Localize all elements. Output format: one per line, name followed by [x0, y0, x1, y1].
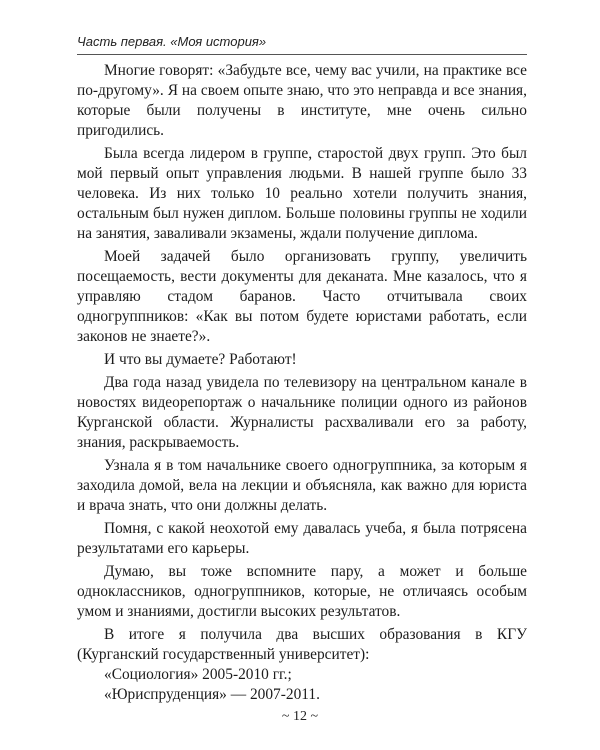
- paragraph: И что вы думаете? Работают!: [104, 351, 297, 368]
- page-number: ~ 12 ~: [281, 709, 319, 724]
- paragraph: Моей задачей было организовать группу, увеличить посещаемость, вести документы для деканата. Мне казалось, что я управляю стадом баранов. Часто отчитывала своих одногруппников: «Как вы потом будете юристами работать, если законов не знаете?».: [77, 248, 527, 345]
- paragraph: Помня, с какой неохотой ему давалась учеба, я была потрясена результатами его карьеры.: [77, 520, 527, 557]
- paragraph: Думаю, вы тоже вспомните пару, а может и больше одноклассников, одногруппников, которые, не отличаясь особым умом и знаниями, достигли высоких результатов.: [77, 563, 527, 620]
- paragraph: Узнала я в том начальнике своего одногруппника, за которым я заходила домой, вела на лекции и объясняла, как важно для юриста и врача знать, что они должны делать.: [77, 457, 527, 514]
- page-body: [77, 61, 527, 705]
- paragraph: В итоге я получила два высших образования в КГУ (Курганский государственный университет):: [77, 626, 527, 663]
- degree-item: «Юриспруденция» — 2007-2011.: [104, 686, 320, 703]
- paragraph: Два года назад увидела по телевизору на центральном канале в новостях видеорепортаж о начальнике полиции одного из районов Курганской области. Журналисты расхваливали его за работу, знания, раскрываемость.: [77, 374, 527, 451]
- running-header: Часть первая. «Моя история»: [77, 34, 267, 49]
- paragraph: Была всегда лидером в группе, старостой двух групп. Это был мой первый опыт управления людьми. В нашей группе было 33 человека. Из них только 10 реально хотели получить знания, остальным был нужен диплом. Больше половины группы не ходили на занятия, заваливали экзамены, ждали получение диплома.: [77, 145, 527, 242]
- header-divider: [77, 54, 527, 55]
- degree-item: «Социология» 2005-2010 гг.;: [104, 666, 292, 683]
- paragraph: Многие говорят: «Забудьте все, чему вас учили, на практике все по-другому». Я на своем опыте знаю, что это неправда и все знания, которые были получены в институте, мне очень сильно пригодились.: [77, 62, 527, 139]
